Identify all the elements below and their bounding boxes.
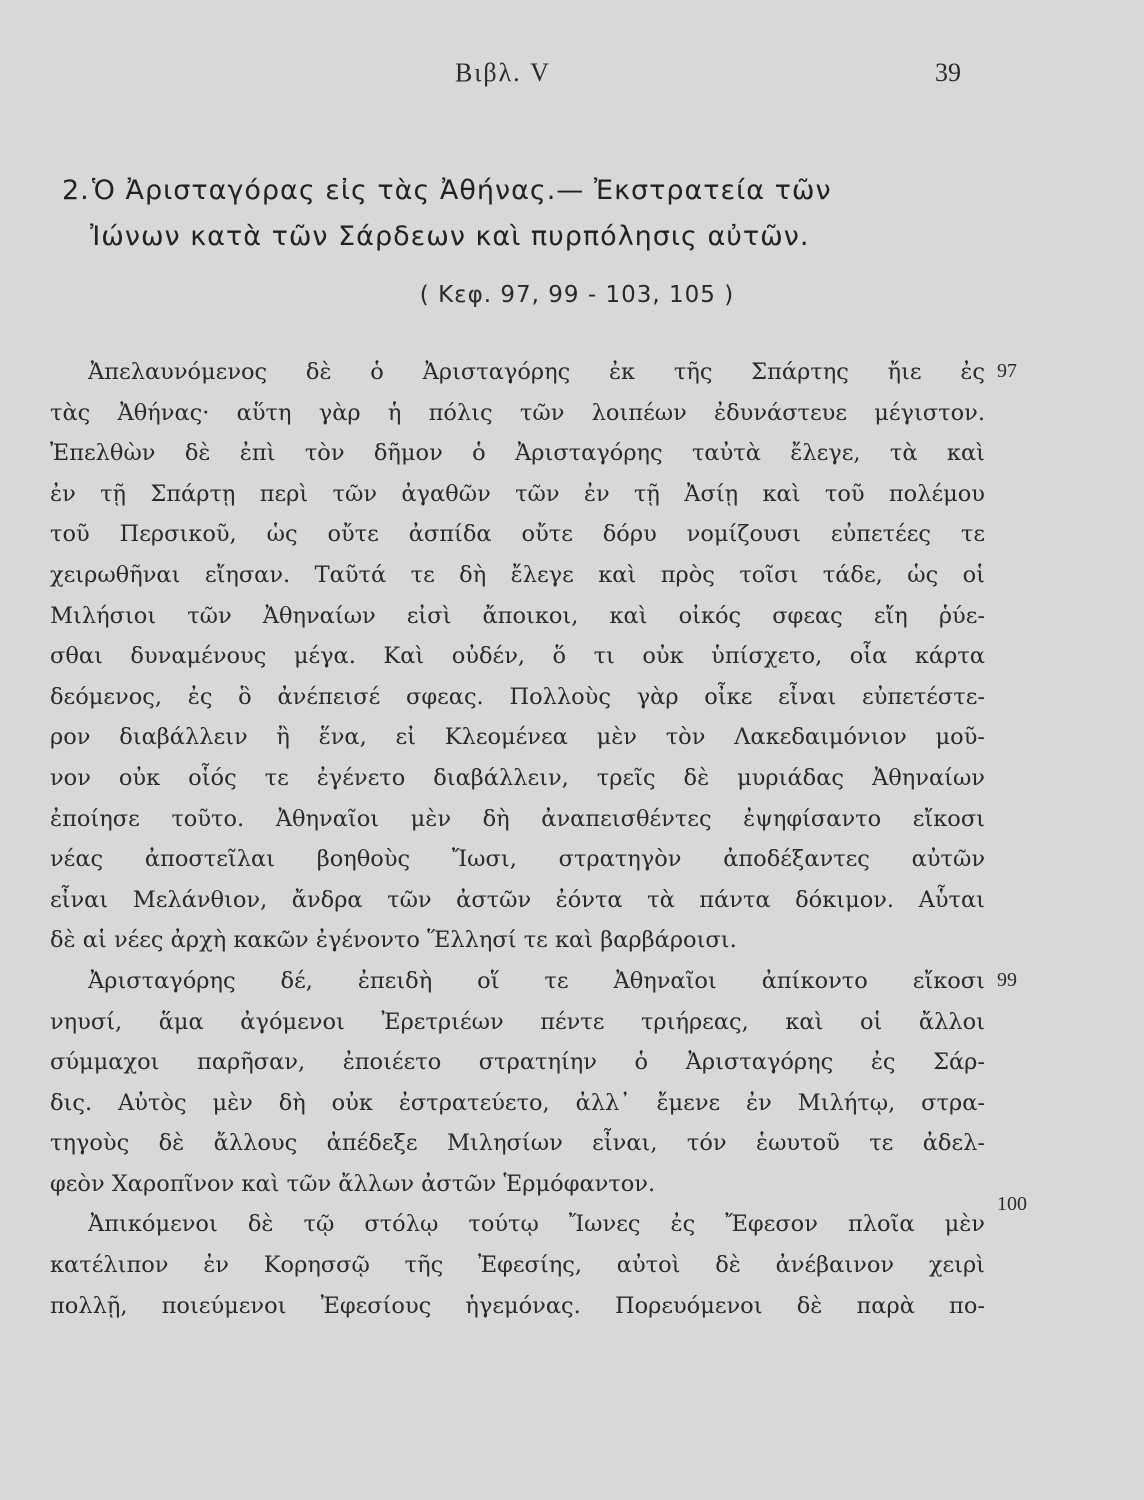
text-line: νον οὐκ οἷός τε ἐγένετο διαβάλλειν, τρεῖς δὲ μυριάδας Ἀθηναίων (50, 764, 985, 791)
text-line: ἐν τῇ Σπάρτῃ περὶ τῶν ἀγαθῶν τῶν ἐν τῇ Ἀσίῃ καὶ τοῦ πολέμου (50, 480, 985, 507)
heading-line-2: Ἰώνων κατὰ τῶν Σάρδεων καὶ πυρπόλησις αὐτῶν. (90, 221, 810, 252)
margin-chapter-number: 100 (997, 1193, 1027, 1215)
text-line: τηγοὺς δὲ ἄλλους ἀπέδεξε Μιλησίων εἶναι, τόν ἑωυτοῦ τε ἀδελ- (50, 1130, 985, 1157)
running-head-title: Βιβλ. V (455, 58, 551, 87)
text-line: ἐποίησε τοῦτο. Ἀθηναῖοι μὲν δὴ ἀναπεισθέντες ἐψηφίσαντο εἴκοσι (50, 805, 985, 832)
text-line: δὲ αἱ νέες ἀρχὴ κακῶν ἐγένοντο Ἕλλησί τε καὶ βαρβάροισι. (50, 927, 737, 954)
margin-chapter-number: 97 (997, 360, 1017, 382)
text-line: σύμμαχοι παρῆσαν, ἐποιέετο στρατηίην ὁ Ἀρισταγόρης ἐς Σάρ- (50, 1049, 985, 1076)
heading-line-1: Ὁ Ἀρισταγόρας εἰς τὰς Ἀθήνας.— Ἐκστρατεία τῶν (92, 175, 832, 206)
text-line: εἶναι Μελάνθιον, ἄνδρα τῶν ἀστῶν ἐόντα τὰ πάντα δόκιμον. Αὗται (50, 886, 985, 913)
text-line: τοῦ Περσικοῦ, ὡς οὔτε ἀσπίδα οὔτε δόρυ νομίζουσι εὐπετέες τε (50, 521, 985, 548)
text-line: νέας ἀποστεῖλαι βοηθοὺς Ἴωσι, στρατηγὸν ἀποδέξαντες αὐτῶν (50, 846, 985, 873)
text-line: χειρωθῆναι εἴησαν. Ταῦτά τε δὴ ἔλεγε καὶ πρὸς τοῖσι τάδε, ὡς οἱ (50, 561, 985, 588)
page-number: 39 (935, 58, 961, 87)
chapter-reference: ( Κεφ. 97, 99 - 103, 105 ) (419, 282, 735, 308)
text-line: Ἐπελθὼν δὲ ἐπὶ τὸν δῆμον ὁ Ἀρισταγόρης ταὐτὰ ἔλεγε, τὰ καὶ (50, 440, 985, 467)
text-line: δις. Αὐτὸς μὲν δὴ οὐκ ἐστρατεύετο, ἀλλ᾽ ἔμενε ἐν Μιλήτῳ, στρα- (50, 1089, 985, 1116)
text-line: κατέλιπον ἐν Κορησσῷ τῆς Ἐφεσίης, αὐτοὶ δὲ ἀνέβαινον χειρὶ (50, 1252, 985, 1279)
text-line: Ἀρισταγόρης δέ, ἐπειδὴ οἵ τε Ἀθηναῖοι ἀπίκοντο εἴκοσι (88, 967, 985, 994)
text-line: Ἀπικόμενοι δὲ τῷ στόλῳ τούτῳ Ἴωνες ἐς Ἔφεσον πλοῖα μὲν (88, 1211, 985, 1238)
text-line: νηυσί, ἅμα ἀγόμενοι Ἐρετριέων πέντε τριήρεας, καὶ οἱ ἄλλοι (50, 1008, 985, 1035)
body-text (50, 352, 985, 1326)
running-head (0, 58, 1144, 98)
text-line: Ἀπελαυνόμενος δὲ ὁ Ἀρισταγόρης ἐκ τῆς Σπάρτης ἤιε ἐς (88, 359, 985, 385)
section-number: 2. (62, 175, 90, 206)
margin-chapter-number: 99 (997, 969, 1017, 991)
text-line: τὰς Ἀθήνας· αὕτη γὰρ ἡ πόλις τῶν λοιπέων ἐδυνάστευε μέγιστον. (50, 399, 985, 426)
section-heading (62, 168, 982, 260)
text-line: ρον διαβάλλειν ἢ ἕνα, εἰ Κλεομένεα μὲν τὸν Λακεδαιμόνιον μοῦ- (50, 724, 985, 751)
text-line: Μιλήσιοι τῶν Ἀθηναίων εἰσὶ ἄποικοι, καὶ οἰκός σφεας εἴη ῥύε- (50, 602, 985, 629)
text-line: φεὸν Χαροπῖνον καὶ τῶν ἄλλων ἀστῶν Ἑρμόφαντον. (50, 1170, 656, 1197)
text-line: σθαι δυναμένους μέγα. Καὶ οὐδέν, ὅ τι οὐκ ὑπίσχετο, οἷα κάρτα (50, 643, 985, 670)
text-line: πολλῇ, ποιεύμενοι Ἐφεσίους ἡγεμόνας. Πορευόμενοι δὲ παρὰ πο- (50, 1292, 985, 1319)
text-line: δεόμενος, ἐς ὃ ἀνέπεισέ σφεας. Πολλοὺς γὰρ οἶκε εἶναι εὐπετέστε- (50, 683, 985, 710)
